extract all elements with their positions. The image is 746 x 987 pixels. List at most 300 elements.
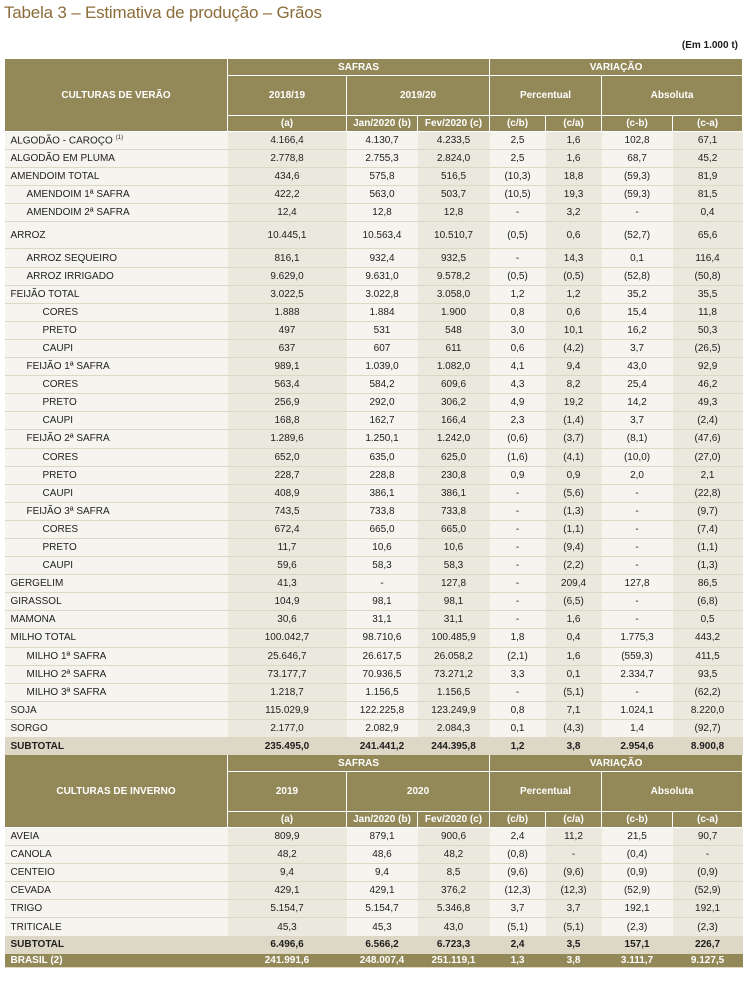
table-cell: (2,2) xyxy=(546,557,602,575)
table-cell: 0,9 xyxy=(490,466,546,484)
table-row xyxy=(5,249,743,267)
row-label-text: AVEIA xyxy=(10,831,40,843)
row-label xyxy=(5,864,228,882)
table-cell: 228,7 xyxy=(228,466,347,484)
table-cell: 35,5 xyxy=(673,285,743,303)
table-cell: 1.250,1 xyxy=(347,430,418,448)
table-row xyxy=(5,466,743,484)
table-cell: 635,0 xyxy=(347,448,418,466)
table-cell: 122.225,8 xyxy=(347,701,418,719)
row-label-text: FEIJÃO 3ª SAFRA xyxy=(26,505,110,517)
row-label xyxy=(5,132,228,150)
winter-culture-header: CULTURAS DE INVERNO xyxy=(5,755,228,828)
table-cell: 1,3 xyxy=(490,953,546,967)
table-cell: (4,1) xyxy=(546,448,602,466)
table-cell: (9,6) xyxy=(490,864,546,882)
summer-col-cma: (c-a) xyxy=(673,116,743,132)
table-cell: 241.991,6 xyxy=(228,953,347,967)
row-label xyxy=(5,267,228,285)
row-label xyxy=(5,502,228,520)
row-label xyxy=(5,249,228,267)
footnote-mark: (1) xyxy=(115,134,124,141)
winter-col-b: Jan/2020 (b) xyxy=(347,812,418,828)
table-cell: - xyxy=(347,575,418,593)
table-cell: - xyxy=(602,683,673,701)
table-cell: (9,4) xyxy=(546,538,602,556)
row-label-text: SOJA xyxy=(10,704,37,716)
table-row xyxy=(5,629,743,647)
table-cell: 49,3 xyxy=(673,394,743,412)
table-cell: 19,3 xyxy=(546,186,602,204)
table-cell: 226,7 xyxy=(673,936,743,953)
table-cell: 10,6 xyxy=(347,538,418,556)
table-cell: 50,3 xyxy=(673,321,743,339)
table-cell: 127,8 xyxy=(418,575,490,593)
table-cell: 8,5 xyxy=(418,864,490,882)
table-cell: 241.441,2 xyxy=(347,738,418,755)
table-cell: 10.510,7 xyxy=(418,222,490,249)
table-cell: - xyxy=(490,557,546,575)
row-label-text: CAUPI xyxy=(42,560,74,572)
table-cell: 6.723,3 xyxy=(418,936,490,953)
table-cell: 166,4 xyxy=(418,412,490,430)
table-cell: 9.631,0 xyxy=(347,267,418,285)
table-cell: (1,6) xyxy=(490,448,546,466)
row-label-text: PRETO xyxy=(42,397,77,409)
row-label-text: PRETO xyxy=(42,542,77,554)
table-row xyxy=(5,647,743,665)
table-cell: 1,6 xyxy=(546,132,602,150)
table-cell: 2.082,9 xyxy=(347,719,418,737)
summer-year1-header: 2018/19 xyxy=(228,76,347,116)
row-label xyxy=(5,593,228,611)
table-cell: (6,5) xyxy=(546,593,602,611)
table-cell: - xyxy=(546,846,602,864)
table-cell: 1.039,0 xyxy=(347,358,418,376)
row-label xyxy=(5,448,228,466)
row-label xyxy=(5,303,228,321)
table-cell: 116,4 xyxy=(673,249,743,267)
table-cell: 162,7 xyxy=(347,412,418,430)
row-label-text: MAMONA xyxy=(10,614,56,626)
row-label xyxy=(5,394,228,412)
table-cell: 1,6 xyxy=(546,150,602,168)
table-cell: 5.154,7 xyxy=(228,900,347,918)
table-cell: 0,1 xyxy=(546,665,602,683)
table-cell: 3,5 xyxy=(546,936,602,953)
table-cell: 584,2 xyxy=(347,376,418,394)
table-cell: 26.058,2 xyxy=(418,647,490,665)
table-cell: 1.289,6 xyxy=(228,430,347,448)
row-label-text: ALGODÃO EM PLUMA xyxy=(10,153,115,165)
table-cell: 607 xyxy=(347,339,418,357)
table-cell: - xyxy=(602,520,673,538)
table-cell: (5,1) xyxy=(546,683,602,701)
table-cell: 93,5 xyxy=(673,665,743,683)
summer-col-cmb: (c-b) xyxy=(602,116,673,132)
table-cell: 3,7 xyxy=(602,339,673,357)
table-cell: 434,6 xyxy=(228,168,347,186)
table-cell: 92,9 xyxy=(673,358,743,376)
table-cell: 411,5 xyxy=(673,647,743,665)
table-cell: 2.084,3 xyxy=(418,719,490,737)
row-label-text: CAUPI xyxy=(42,415,74,427)
table-cell: (1,1) xyxy=(546,520,602,538)
table-cell: 809,9 xyxy=(228,828,347,846)
table-cell: 0,6 xyxy=(546,222,602,249)
table-cell: (0,9) xyxy=(673,864,743,882)
table-cell: 1.024,1 xyxy=(602,701,673,719)
table-cell: (9,6) xyxy=(546,864,602,882)
row-label xyxy=(5,339,228,357)
row-label xyxy=(5,683,228,701)
table-cell: (52,8) xyxy=(602,267,673,285)
row-label-text: MILHO 2ª SAFRA xyxy=(26,668,107,680)
table-row xyxy=(5,864,743,882)
table-cell: 21,5 xyxy=(602,828,673,846)
table-cell: (62,2) xyxy=(673,683,743,701)
table-cell: 9,4 xyxy=(347,864,418,882)
table-cell: 14,3 xyxy=(546,249,602,267)
table-cell: 2,5 xyxy=(490,132,546,150)
table-cell: 900,6 xyxy=(418,828,490,846)
table-cell: 9.578,2 xyxy=(418,267,490,285)
table-cell: 1.156,5 xyxy=(347,683,418,701)
table-row xyxy=(5,538,743,556)
table-cell: (52,7) xyxy=(602,222,673,249)
table-cell: 43,0 xyxy=(602,358,673,376)
table-cell: (5,6) xyxy=(546,484,602,502)
table-cell: 31,1 xyxy=(418,611,490,629)
table-cell: 879,1 xyxy=(347,828,418,846)
summer-year2-header: 2019/20 xyxy=(347,76,490,116)
table-row xyxy=(5,665,743,683)
table-row xyxy=(5,303,743,321)
row-label-text: AMENDOIM 1ª SAFRA xyxy=(26,189,130,201)
row-label-text: ALGODÃO - CAROÇO xyxy=(10,135,113,147)
table-cell: - xyxy=(490,502,546,520)
summer-col-c: Fev/2020 (c) xyxy=(418,116,490,132)
table-cell: 503,7 xyxy=(418,186,490,204)
table-cell: 26.617,5 xyxy=(347,647,418,665)
table-cell: (10,5) xyxy=(490,186,546,204)
table-row xyxy=(5,204,743,222)
table-row xyxy=(5,186,743,204)
table-cell: 429,1 xyxy=(228,882,347,900)
table-cell: 665,0 xyxy=(418,520,490,538)
table-cell: 1,2 xyxy=(490,285,546,303)
table-cell: 4.233,5 xyxy=(418,132,490,150)
table-cell: - xyxy=(602,557,673,575)
row-label xyxy=(5,665,228,683)
row-label xyxy=(5,900,228,918)
table-cell: 41,3 xyxy=(228,575,347,593)
table-cell: 0,9 xyxy=(546,466,602,484)
row-label-text: PRETO xyxy=(42,469,77,481)
table-cell: 3,2 xyxy=(546,204,602,222)
table-cell: 1.082,0 xyxy=(418,358,490,376)
table-cell: - xyxy=(602,593,673,611)
table-cell: 11,8 xyxy=(673,303,743,321)
table-cell: (4,3) xyxy=(546,719,602,737)
table-cell: 58,3 xyxy=(418,557,490,575)
table-cell: 8,2 xyxy=(546,376,602,394)
table-cell: 1,8 xyxy=(490,629,546,647)
winter-col-c: Fev/2020 (c) xyxy=(418,812,490,828)
table-cell: 25.646,7 xyxy=(228,647,347,665)
table-cell: 0,4 xyxy=(546,629,602,647)
table-cell: 3.022,8 xyxy=(347,285,418,303)
table-cell: 3,7 xyxy=(546,900,602,918)
row-label xyxy=(5,611,228,629)
table-cell: (3,7) xyxy=(546,430,602,448)
table-cell: 230,8 xyxy=(418,466,490,484)
table-cell: 386,1 xyxy=(347,484,418,502)
table-cell: 2,4 xyxy=(490,936,546,953)
table-cell: 9,4 xyxy=(546,358,602,376)
row-label xyxy=(5,882,228,900)
table-cell: 4.166,4 xyxy=(228,132,347,150)
table-row xyxy=(5,593,743,611)
summer-absoluta-header: Absoluta xyxy=(602,76,743,116)
table-cell: 548 xyxy=(418,321,490,339)
table-cell: 70.936,5 xyxy=(347,665,418,683)
row-label xyxy=(5,430,228,448)
table-cell: 248.007,4 xyxy=(347,953,418,967)
winter-header-row-1 xyxy=(5,755,743,772)
table-cell: 127,8 xyxy=(602,575,673,593)
row-label-text: CENTEIO xyxy=(10,867,55,879)
table-cell: 443,2 xyxy=(673,629,743,647)
table-cell: 0,1 xyxy=(602,249,673,267)
table-cell: 14,2 xyxy=(602,394,673,412)
table-cell: 609,6 xyxy=(418,376,490,394)
winter-year1-header: 2019 xyxy=(228,772,347,812)
table-cell: 9.629,0 xyxy=(228,267,347,285)
row-label xyxy=(5,168,228,186)
table-cell: (26,5) xyxy=(673,339,743,357)
table-cell: 48,2 xyxy=(228,846,347,864)
table-cell: 932,5 xyxy=(418,249,490,267)
table-cell: 1.156,5 xyxy=(418,683,490,701)
table-cell: 12,4 xyxy=(228,204,347,222)
table-cell: 531 xyxy=(347,321,418,339)
row-label xyxy=(5,629,228,647)
table-cell: 35,2 xyxy=(602,285,673,303)
table-cell: 46,2 xyxy=(673,376,743,394)
table-cell: - xyxy=(602,502,673,520)
row-label xyxy=(5,575,228,593)
table-row xyxy=(5,557,743,575)
summer-variacao-header: VARIAÇÃO xyxy=(490,59,743,76)
table-cell: 6.566,2 xyxy=(347,936,418,953)
table-cell: 3,8 xyxy=(546,953,602,967)
row-label-text: CORES xyxy=(42,523,79,535)
table-body xyxy=(5,59,743,968)
table-cell: 2.778,8 xyxy=(228,150,347,168)
winter-col-cb: (c/b) xyxy=(490,812,546,828)
table-cell: 12,8 xyxy=(347,204,418,222)
table-cell: 376,2 xyxy=(418,882,490,900)
row-label xyxy=(5,150,228,168)
table-cell: 497 xyxy=(228,321,347,339)
table-cell: 81,5 xyxy=(673,186,743,204)
table-cell: 90,7 xyxy=(673,828,743,846)
table-cell: 9.127,5 xyxy=(673,953,743,967)
table-title: Tabela 3 – Estimativa de produção – Grãos xyxy=(4,3,322,22)
table-cell: 30,6 xyxy=(228,611,347,629)
table-cell: 244.395,8 xyxy=(418,738,490,755)
winter-col-ca: (c/a) xyxy=(546,812,602,828)
table-cell: 408,9 xyxy=(228,484,347,502)
row-label xyxy=(5,204,228,222)
table-cell: 9,4 xyxy=(228,864,347,882)
table-cell: 1,6 xyxy=(546,647,602,665)
row-label-text: TRIGO xyxy=(10,903,43,915)
row-label xyxy=(5,358,228,376)
table-cell: (559,3) xyxy=(602,647,673,665)
table-cell: 48,6 xyxy=(347,846,418,864)
table-row xyxy=(5,150,743,168)
row-label-text: MILHO 1ª SAFRA xyxy=(26,650,107,662)
winter-absoluta-header: Absoluta xyxy=(602,772,743,812)
table-cell: 563,4 xyxy=(228,376,347,394)
table-cell: 81,9 xyxy=(673,168,743,186)
table-cell: - xyxy=(490,611,546,629)
winter-safras-header: SAFRAS xyxy=(228,755,490,772)
table-cell: 5.154,7 xyxy=(347,900,418,918)
table-cell: - xyxy=(602,204,673,222)
table-cell: 73.271,2 xyxy=(418,665,490,683)
table-row xyxy=(5,321,743,339)
table-cell: 1,6 xyxy=(546,611,602,629)
row-label-text: ARROZ IRRIGADO xyxy=(26,270,114,282)
summer-header-row-1 xyxy=(5,59,743,76)
table-cell: 0,8 xyxy=(490,701,546,719)
row-label xyxy=(5,557,228,575)
table-cell: 4,3 xyxy=(490,376,546,394)
table-cell: 6.496,6 xyxy=(228,936,347,953)
table-row xyxy=(5,520,743,538)
table-cell: (9,7) xyxy=(673,502,743,520)
row-label-text: SUBTOTAL xyxy=(10,939,65,951)
table-cell: 1,2 xyxy=(546,285,602,303)
table-cell: 3,3 xyxy=(490,665,546,683)
table-row xyxy=(5,828,743,846)
row-label xyxy=(5,953,228,967)
table-row xyxy=(5,448,743,466)
summer-col-cb: (c/b) xyxy=(490,116,546,132)
table-cell: 0,6 xyxy=(490,339,546,357)
table-cell: (1,1) xyxy=(673,538,743,556)
row-label xyxy=(5,719,228,737)
table-cell: - xyxy=(602,611,673,629)
table-cell: 611 xyxy=(418,339,490,357)
table-cell: 733,8 xyxy=(347,502,418,520)
table-cell: 306,2 xyxy=(418,394,490,412)
table-cell: 2,0 xyxy=(602,466,673,484)
table-cell: 251.119,1 xyxy=(418,953,490,967)
table-cell: 104,9 xyxy=(228,593,347,611)
table-cell: 168,8 xyxy=(228,412,347,430)
table-cell: 1.888 xyxy=(228,303,347,321)
table-cell: (2,3) xyxy=(602,918,673,936)
table-cell: 292,0 xyxy=(347,394,418,412)
row-label xyxy=(5,520,228,538)
table-cell: 256,9 xyxy=(228,394,347,412)
brasil-total-row xyxy=(5,953,743,967)
table-cell: 86,5 xyxy=(673,575,743,593)
table-cell: 2.954,6 xyxy=(602,738,673,755)
table-cell: 8.900,8 xyxy=(673,738,743,755)
table-cell: 1.242,0 xyxy=(418,430,490,448)
table-row xyxy=(5,430,743,448)
table-cell: (92,7) xyxy=(673,719,743,737)
table-cell: 10,6 xyxy=(418,538,490,556)
row-label xyxy=(5,186,228,204)
table-cell: - xyxy=(490,538,546,556)
row-label-text: ARROZ SEQUEIRO xyxy=(26,252,118,264)
table-cell: 0,1 xyxy=(490,719,546,737)
row-label-text: FEIJÃO 1ª SAFRA xyxy=(26,361,110,373)
row-label xyxy=(5,936,228,953)
table-cell: 2,3 xyxy=(490,412,546,430)
table-cell: (12,3) xyxy=(546,882,602,900)
table-cell: 2.334,7 xyxy=(602,665,673,683)
table-cell: 3,7 xyxy=(490,900,546,918)
winter-col-cma: (c-a) xyxy=(673,812,743,828)
table-cell: 3.111,7 xyxy=(602,953,673,967)
table-cell: (5,1) xyxy=(546,918,602,936)
table-cell: 123.249,9 xyxy=(418,701,490,719)
table-cell: 672,4 xyxy=(228,520,347,538)
table-cell: 235.495,0 xyxy=(228,738,347,755)
table-cell: 516,5 xyxy=(418,168,490,186)
row-label xyxy=(5,466,228,484)
table-cell: 3.022,5 xyxy=(228,285,347,303)
table-cell: 989,1 xyxy=(228,358,347,376)
table-row xyxy=(5,358,743,376)
table-cell: 652,0 xyxy=(228,448,347,466)
table-cell: (0,6) xyxy=(490,430,546,448)
table-cell: 3,7 xyxy=(602,412,673,430)
summer-col-a: (a) xyxy=(228,116,347,132)
table-cell: 98,1 xyxy=(347,593,418,611)
table-cell: (0,5) xyxy=(546,267,602,285)
table-row xyxy=(5,575,743,593)
summer-culture-header: CULTURAS DE VERÃO xyxy=(5,59,228,132)
table-cell: (0,5) xyxy=(490,222,546,249)
table-cell: 4,9 xyxy=(490,394,546,412)
table-cell: 10.563,4 xyxy=(347,222,418,249)
table-row xyxy=(5,900,743,918)
table-row xyxy=(5,611,743,629)
row-label-text: ARROZ xyxy=(10,229,46,241)
table-row xyxy=(5,285,743,303)
table-cell: 3.058,0 xyxy=(418,285,490,303)
table-cell: (59,3) xyxy=(602,168,673,186)
table-cell: 0,8 xyxy=(490,303,546,321)
table-row xyxy=(5,132,743,150)
table-cell: 3,0 xyxy=(490,321,546,339)
row-label xyxy=(5,412,228,430)
row-label-text: FEIJÃO 2ª SAFRA xyxy=(26,433,110,445)
table-cell: 2,4 xyxy=(490,828,546,846)
table-cell: 2.177,0 xyxy=(228,719,347,737)
table-cell: 18,8 xyxy=(546,168,602,186)
winter-col-a: (a) xyxy=(228,812,347,828)
table-cell: 45,3 xyxy=(347,918,418,936)
